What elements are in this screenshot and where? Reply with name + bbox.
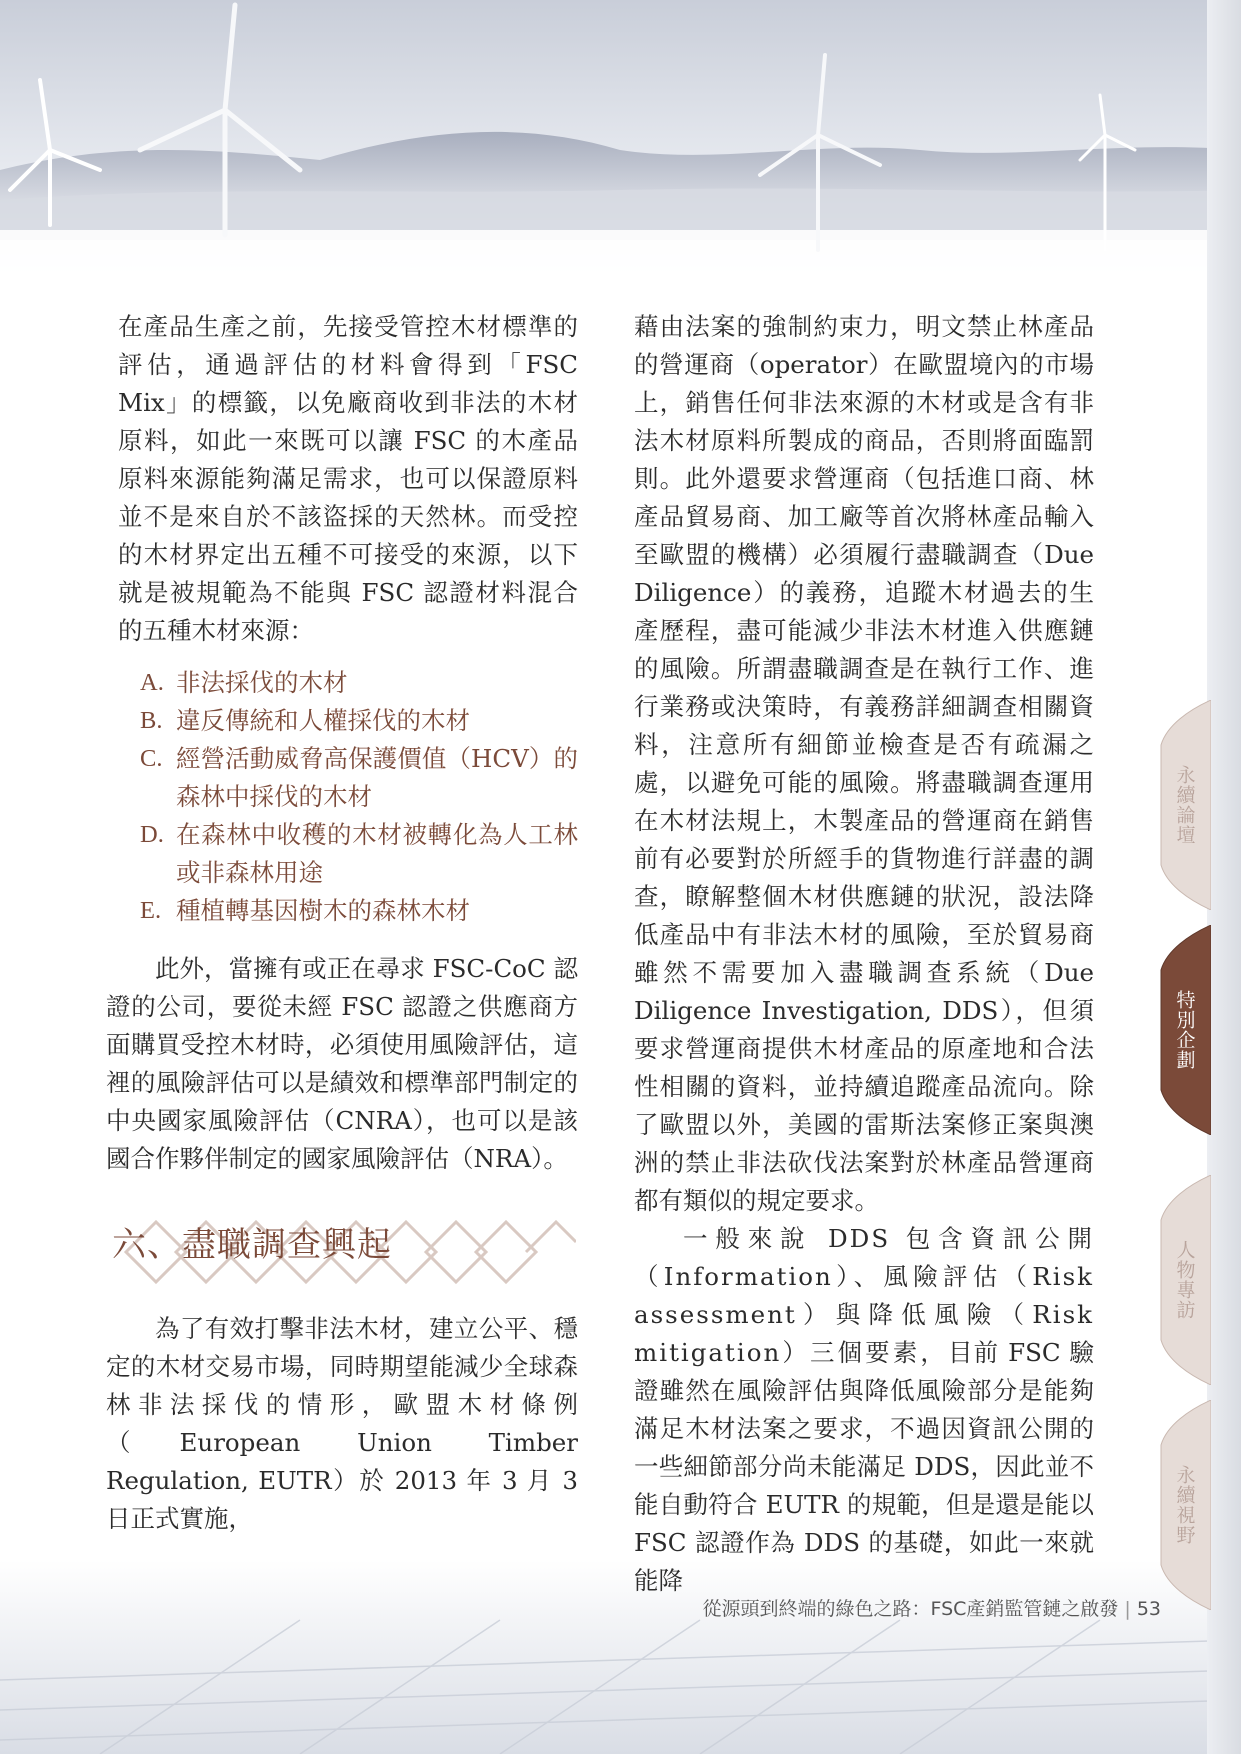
left-paragraph-2: 此外，當擁有或正在尋求 FSC-CoC 認證的公司，要從未經 FSC 認證之供應商方面購買受控木材時，必須使用風險評估，這裡的風險評估可以是績效和標準部門制定的中央國家風險評估（CNRA），也可以是該國合作夥伴制定的國家風險評估（NRA）。: [106, 954, 578, 1173]
tab-special-feature[interactable]: [1159, 925, 1211, 1135]
list-item: [140, 740, 578, 816]
tab-label: 永續論壇: [1173, 765, 1196, 845]
list-marker: C.: [140, 745, 163, 772]
tab-sustainability-vision[interactable]: [1159, 1400, 1211, 1610]
footer-separator: |: [1124, 1598, 1131, 1620]
right-edge-bar: [1207, 0, 1241, 1754]
list-item-text: 違反傳統和人權採伐的木材: [176, 706, 470, 735]
right-paragraph-2: [634, 1220, 1094, 1600]
left-paragraph-3: 為了有效打擊非法木材，建立公平、穩定的木材交易市場，同時期望能減少全球森林非法採伐的情形，歐盟木材條例（European Union Timber Regulation, EUTR）於 2013 年 3 月 3 日正式實施，: [106, 1314, 578, 1533]
tab-interview[interactable]: [1159, 1175, 1211, 1385]
right-paragraph-2-spaced-text: 一般來說 DDS 包含資訊公開（Information）、風險評估（Risk assessment）與降低風險（Risk mitigation）三個要素，: [634, 1224, 1094, 1367]
page-footer: [702, 1594, 1161, 1621]
tab-label: 特別企劃: [1173, 990, 1196, 1070]
tab-label: 永續視野: [1173, 1465, 1196, 1545]
section-heading: [106, 1204, 578, 1300]
list-item: [140, 892, 578, 930]
unacceptable-sources-list: [140, 664, 578, 930]
right-column: [634, 308, 1094, 1600]
list-item: [140, 816, 578, 892]
header-landscape-image: [0, 0, 1241, 300]
left-column: [106, 308, 578, 1538]
right-paragraph-1: 藉由法案的強制約束力，明文禁止林產品的營運商（operator）在歐盟境內的市場上，銷售任何非法來源的木材或是含有非法木材原料所製成的商品，否則將面臨罰則。此外還要求營運商（包括進口商、林產品貿易商、加工廠等首次將林產品輸入至歐盟的機構）必須履行盡職調查（Due Diligence）的義務，追蹤木材過去的生產歷程，盡可能減少非法木材進入供應鏈的風險。所謂盡職調查是在執行工作、進行業務或決策時，有義務詳細調查相關資料，注意所有細節並檢查是否有疏漏之處，以避免可能的風險。將盡職調查運用在木材法規上，木製產品的營運商在銷售前有必要對於所經手的貨物進行詳盡的調查，瞭解整個木材供應鏈的狀況，設法降低產品中有非法木材的風險，至於貿易商雖然不需要加入盡職調查系統（Due Diligence Investigation, DDS），但須要求營運商提供木材產品的原產地和合法性相關的資料，並持續追蹤產品流向。除了歐盟以外，美國的雷斯法案修正案與澳洲的禁止非法砍伐法案對於林產品營運商都有類似的規定要求。: [634, 312, 1094, 1215]
list-item: [140, 664, 578, 702]
tab-sustainability-forum[interactable]: [1159, 700, 1211, 910]
list-item-text: 經營活動威脅高保護價值（HCV）的森林中採伐的木材: [176, 744, 578, 811]
list-item-text: 在森林中收穫的木材被轉化為人工林或非森林用途: [176, 820, 578, 887]
footer-title: 從源頭到終端的綠色之路：FSC產銷監管鏈之啟發: [702, 1598, 1119, 1620]
left-paragraph-1: 在產品生產之前，先接受管控木材標準的評估，通過評估的材料會得到「FSC Mix」的標籤，以免廠商收到非法的木材原料，如此一來既可以讓 FSC 的木產品原料來源能夠滿足需求，也可以保證原料並不是來自於不該盜採的天然林。而受控的木材界定出五種不可接受的來源，以下就是被規範為不能與 FSC 認證材料混合的五種木材來源：: [118, 312, 578, 645]
section-title: 六、盡職調查興起: [112, 1225, 392, 1265]
page-number: 53: [1136, 1598, 1161, 1620]
tab-label: 人物專訪: [1173, 1240, 1196, 1320]
list-marker: E.: [140, 897, 162, 924]
list-item-text: 種植轉基因樹木的森林木材: [176, 896, 470, 925]
list-marker: D.: [140, 821, 164, 848]
list-marker: A.: [140, 669, 164, 696]
list-marker: B.: [140, 707, 163, 734]
list-item-text: 非法採伐的木材: [176, 668, 348, 697]
right-paragraph-2-text: 目前 FSC 驗證雖然在風險評估與降低風險部分是能夠滿足木材法案之要求，不過因資訊公開的一些細節部分尚未能滿足 DDS，因此並不能自動符合 EUTR 的規範，但是還是能以 FSC 認證作為 DDS 的基礎，如此一來就能降: [634, 1338, 1095, 1595]
list-item: [140, 702, 578, 740]
